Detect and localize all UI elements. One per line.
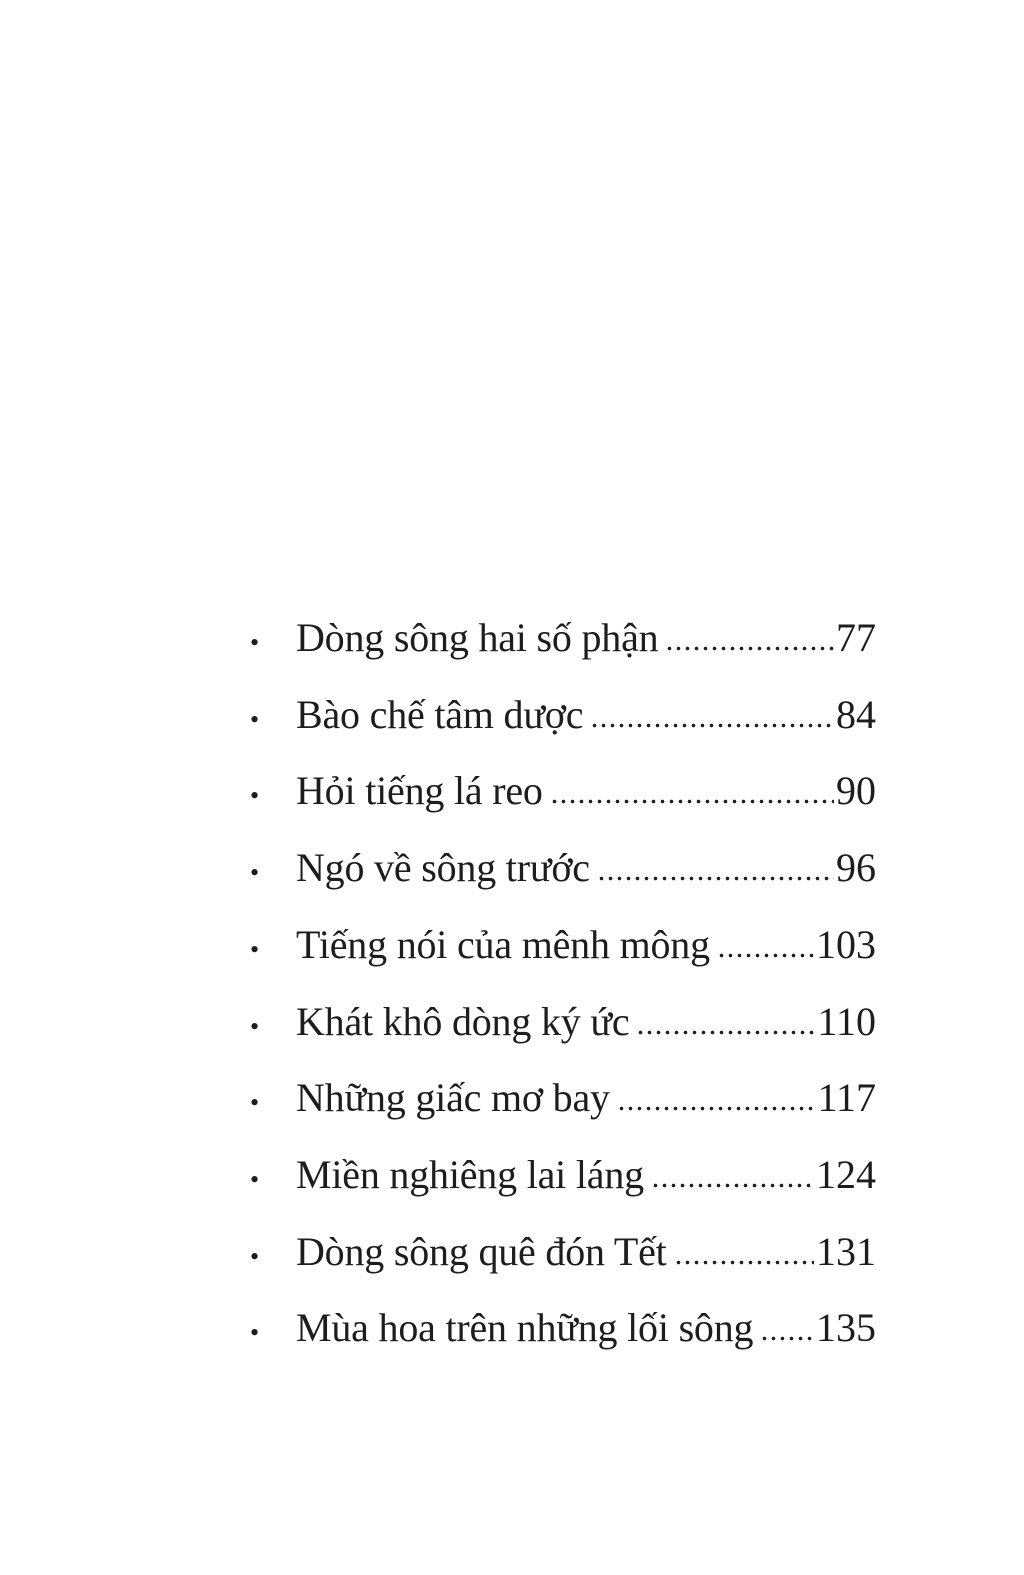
table-of-contents — [250, 602, 876, 1369]
toc-entry-page: 135 — [816, 1305, 876, 1351]
bullet-icon: • — [250, 1011, 260, 1041]
bullet-icon: • — [250, 704, 260, 734]
dotted-leader — [592, 723, 834, 728]
toc-entry-page: 84 — [836, 691, 876, 737]
dotted-leader — [619, 1106, 816, 1111]
bullet-icon: • — [250, 1164, 260, 1194]
toc-entry — [250, 909, 876, 986]
toc-entry-title: Bào chế tâm dược — [296, 691, 584, 737]
dotted-leader — [552, 799, 834, 804]
toc-entry-page: 96 — [836, 845, 876, 891]
bullet-icon: • — [250, 934, 260, 964]
toc-entry-title: Miền nghiêng lai láng — [296, 1151, 644, 1197]
toc-entry-title: Tiếng nói của mênh mông — [296, 921, 710, 967]
toc-entry-title: Mùa hoa trên những lối sông — [296, 1305, 754, 1351]
toc-entry-title: Những giấc mơ bay — [296, 1075, 610, 1121]
toc-entry-page: 131 — [816, 1228, 876, 1274]
toc-entry-page: 124 — [816, 1151, 876, 1197]
dotted-leader — [667, 646, 834, 651]
bullet-icon: • — [250, 1241, 260, 1271]
toc-entry-page: 110 — [817, 998, 876, 1044]
bullet-icon: • — [250, 1088, 260, 1118]
bullet-icon: • — [250, 628, 260, 657]
dotted-leader — [676, 1260, 814, 1265]
toc-entry — [250, 1139, 876, 1216]
toc-entry — [250, 986, 876, 1063]
dotted-leader — [638, 1030, 815, 1035]
toc-entry-page: 103 — [816, 921, 876, 967]
toc-entry-page: 90 — [836, 768, 876, 814]
dotted-leader — [653, 1183, 814, 1188]
toc-entry-title: Hỏi tiếng lá reo — [296, 768, 543, 814]
bullet-icon: • — [250, 1318, 260, 1348]
dotted-leader — [762, 1336, 814, 1341]
toc-entry — [250, 1292, 876, 1369]
bullet-icon: • — [250, 858, 260, 888]
toc-entry — [250, 602, 876, 679]
toc-entry — [250, 1216, 876, 1293]
toc-entry-page: 117 — [817, 1075, 876, 1121]
dotted-leader — [719, 953, 814, 958]
dotted-leader — [599, 876, 834, 881]
toc-entry-title: Dòng sông quê đón Tết — [296, 1228, 667, 1274]
bullet-icon: • — [250, 781, 260, 811]
toc-entry — [250, 679, 876, 756]
toc-entry — [250, 755, 876, 832]
toc-entry-title: Khát khô dòng ký ức — [296, 998, 630, 1044]
toc-entry — [250, 1062, 876, 1139]
toc-entry-title: Dòng sông hai số phận — [296, 615, 659, 660]
toc-entry-title: Ngó về sông trước — [296, 845, 590, 891]
toc-entry — [250, 832, 876, 909]
toc-entry-page: 77 — [836, 615, 876, 660]
